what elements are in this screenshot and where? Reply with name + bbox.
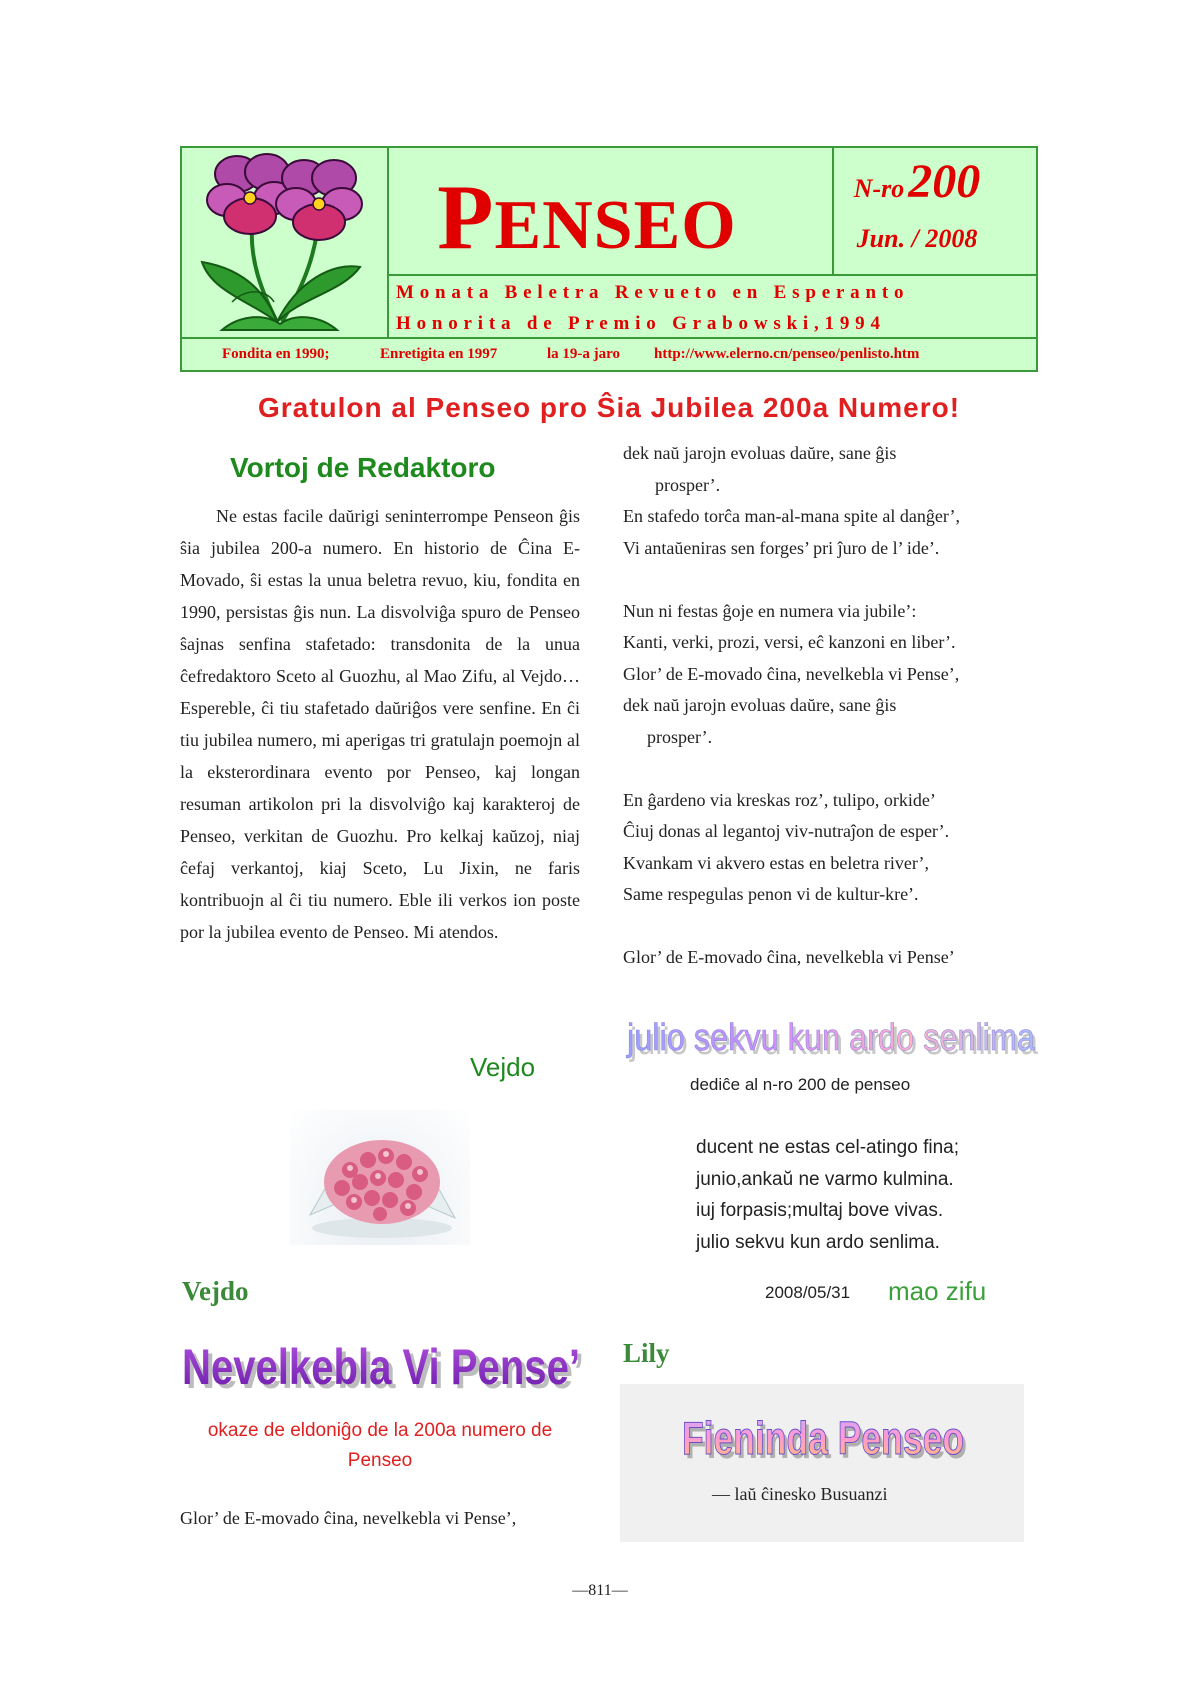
- website-link[interactable]: http://www.elerno.cn/penseo/penlisto.htm: [654, 346, 920, 362]
- svg-text:julio sekvu kun ardo senlima: julio sekvu kun ardo senlima: [629, 1021, 1039, 1063]
- issue-date: Jun. / 2008: [856, 224, 978, 253]
- poem2-author: mao zifu: [888, 1276, 987, 1306]
- poem2-line: junio,ankaŭ ne varmo kulmina.: [696, 1168, 954, 1190]
- verse-line: Vi antaŭeniras sen forges’ pri ĵuro de l’ ide’.: [623, 537, 940, 558]
- verse-line: dek naŭ jarojn evoluas daŭre, sane ĝis: [623, 443, 897, 463]
- poem2-wordart-title: [625, 1010, 1045, 1065]
- verse-line: Kvankam vi akvero estas en beletra river’,: [623, 852, 930, 873]
- main-headline: Gratulon al Penseo pro Ŝia Jubilea 200a Numero!: [257, 392, 961, 423]
- svg-text:Fieninda Penseo: Fieninda Penseo: [685, 1416, 967, 1468]
- poem2-line: ducent ne estas cel-atingo fina;: [696, 1137, 960, 1158]
- verse-line: Glor’ de E-movado ĉina, nevelkebla vi Pense’,: [623, 663, 960, 684]
- year-count: la 19-a jaro: [547, 346, 621, 362]
- verse-line: En stafedo torĉa man-al-mana spite al danĝer’,: [623, 506, 961, 526]
- verse-line: Same respegulas penon vi de kultur-kre’.: [623, 884, 919, 904]
- poem1-wordart-title: [180, 1326, 590, 1406]
- poem1-author: Vejdo: [182, 1276, 249, 1306]
- founded-year: Fondita en 1990;: [222, 346, 330, 362]
- poem2-dedication: dediĉe al n-ro 200 de penseo: [690, 1075, 911, 1094]
- rose-bouquet-drawing: [290, 1110, 470, 1245]
- editor-signature: Vejdo: [470, 1052, 536, 1082]
- verse-line: Kanti, verki, prozi, versi, eĉ kanzoni en liber’.: [623, 632, 956, 652]
- rose-bouquet-image: [290, 1110, 470, 1245]
- masthead: [180, 146, 1038, 372]
- issue-number: N-ro 200: [853, 155, 981, 208]
- poem1-first-line: Glor’ de E-movado ĉina, nevelkebla vi Pense’,: [180, 1508, 517, 1528]
- svg-text:Nevelkebla Vi Pense’: Nevelkebla Vi Pense’: [186, 1343, 584, 1399]
- verse-line: prosper’.: [655, 474, 721, 495]
- verse-line: Glor’ de E-movado ĉina, nevelkebla vi Pense’: [623, 947, 955, 967]
- verse-line: Ĉiuj donas al legantoj viv-nutraĵon de esper’.: [623, 821, 950, 841]
- pansy-flower-illustration: [192, 152, 367, 332]
- poem2-body: [696, 1132, 959, 1258]
- page-number: —811—: [572, 1582, 628, 1599]
- poem1-continuation: [623, 438, 1043, 974]
- poem2-line: julio sekvu kun ardo senlima.: [696, 1231, 940, 1253]
- magazine-title: PENSEO: [437, 166, 737, 268]
- verse-line: prosper’.: [647, 726, 713, 747]
- poem3-wordart-title: [680, 1396, 970, 1476]
- editor-paragraph: Ne estas facile daŭrigi seninterrompe Penseon ĝis ŝia jubilea 200-a numero. En historio de Ĉina E-Movado, ŝi estas la unua beletra revuo, kiu, fondita en 1990, persistas ĝis nun. La disvolviĝa spuro de Penseo ŝajnas senfina stafetado: transdonita de la unua ĉefredaktoro Sceto al Guozhu, al Mao Zifu, al Vejdo… Espereble, ĉi tiu stafetado daŭriĝos vere senfine. En ĉi tiu jubilea numero, mi aperigas tri gratulajn poemojn al la eksterordinara evento por Penseo, kaj longan resuman artikolon pri la disvolviĝo kaj karakteroj de Penseo, verkitan de Guozhu. Pro kelkaj kaŭzoj, niaj ĉefaj verkantoj, kiaj Sceto, Lu Jixin, ne faris kontribuojn al ĉi tiu numero. Eble ili verkos ion poste por la jubilea evento de Penseo. Mi atendos.: [180, 506, 580, 942]
- poem3-note: — laŭ ĉinesko Busuanzi: [712, 1484, 888, 1504]
- tagline-award: Honorita de Premio Grabowski,1994: [396, 313, 886, 334]
- tagline-monthly: Monata Beletra Revueto en Esperanto: [396, 282, 910, 303]
- masthead-footer: [182, 339, 1036, 370]
- verse-line: En ĝardeno via kreskas roz’, tulipo, orkide’: [623, 789, 936, 810]
- svg-text:Nevelkebla Vi Pense’: Nevelkebla Vi Pense’: [182, 1339, 580, 1395]
- svg-text:Fieninda Penseo: Fieninda Penseo: [682, 1412, 964, 1464]
- poem3-author: Lily: [623, 1338, 670, 1368]
- svg-text:julio sekvu kun ardo senlima: julio sekvu kun ardo senlima: [626, 1017, 1036, 1059]
- verse-line: dek naŭ jarojn evoluas daŭre, sane ĝis: [623, 695, 897, 715]
- poem2-date: 2008/05/31: [765, 1283, 851, 1302]
- poem2-line: iuj forpasis;multaj bove vivas.: [696, 1200, 944, 1221]
- online-year: Enretigita en 1997: [380, 346, 498, 362]
- verse-line: Nun ni festas ĝoje en numera via jubile’:: [623, 600, 917, 621]
- poem3-box: [620, 1384, 1024, 1542]
- poem1-subtitle: okaze de eldoniĝo de la 200a numero de Penseo: [207, 1420, 553, 1471]
- editor-section-title: Vortoj de Redaktoro: [230, 452, 496, 483]
